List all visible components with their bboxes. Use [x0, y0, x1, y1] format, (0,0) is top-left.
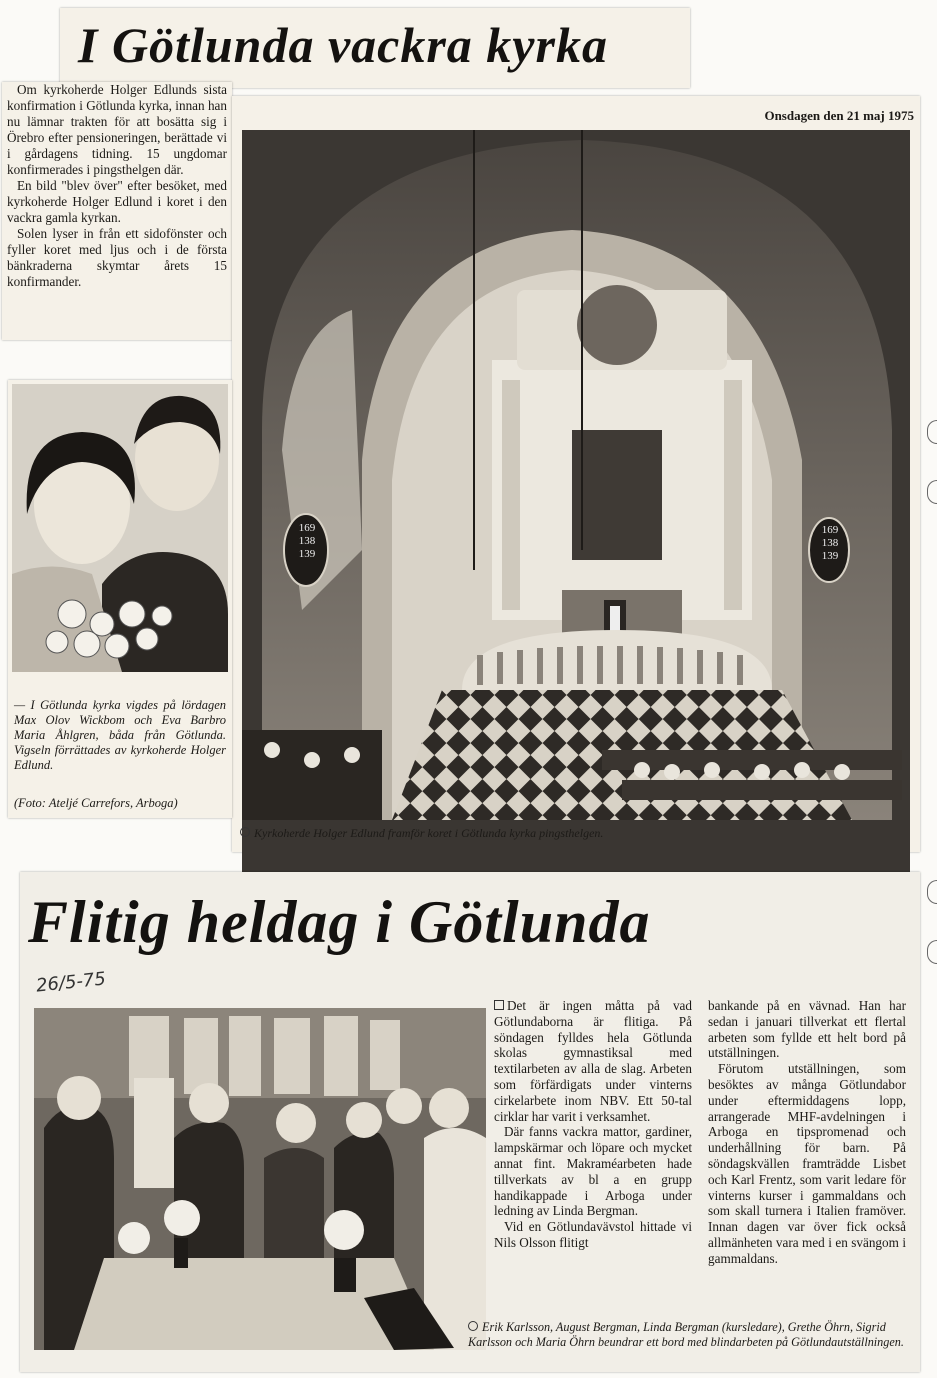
- headline-clipping: [60, 8, 690, 88]
- circle-bullet-icon: [468, 1321, 478, 1331]
- article2-paragraph: Där fanns vackra mattor, gardiner, lampskärmar och löpare och mycket annat fint. Makraméarbeten hade tillverkats av bl a en grupp handikappade i Arboga under ledning av Linda Bergman.: [494, 1124, 692, 1219]
- article2-headline: Flitig heldag i Götlunda: [28, 889, 651, 955]
- square-bullet-icon: [494, 1000, 504, 1010]
- intro-paragraph: En bild "blev över" efter besöket, med kyrkoherde Holger Edlund i koret i den vackra gamla kyrkan.: [7, 178, 227, 225]
- exhibition-caption: [468, 1320, 914, 1350]
- exhibition-caption-text: Erik Karlsson, August Bergman, Linda Bergman (kursledare), Grethe Öhrn, Sigrid Karlsson och Maria Öhrn beundrar ett bord med blindarbeten på Götlundautställningen.: [468, 1320, 904, 1349]
- photo-credit: (Foto: Ateljé Carrefors, Arboga): [14, 796, 178, 810]
- intro-text: [7, 82, 227, 290]
- hymn-board-left: 169 138 139: [298, 522, 316, 560]
- wedding-clipping: [8, 380, 232, 818]
- article2-column2: [708, 998, 906, 1267]
- publication-date: Onsdagen den 21 maj 1975: [764, 108, 914, 123]
- wedding-caption: [14, 698, 226, 773]
- intro-paragraph: Om kyrkoherde Holger Edlunds sista konfirmation i Götlunda kyrka, innan han nu lämnar trakten för att bosätta sig i Örebro efter pensioneringen, berättade vi i gårdagens tidning. 15 ungdomar konfirmerades i pingsthelgen där.: [7, 82, 227, 177]
- article2-paragraph: Förutom utställningen, som besöktes av många Götlundabor under eftermiddagens lopp, arrangerade MHF-avdelningen i Arboga en tipspromenad och underhållning för barn. På söndagskvällen framträdde Lisbet och Karl Frentz, som varit ledare för vinterns kurser i gammaldans och som skall turnera i Italien framöver. Innan dagen var över fick också allmänheten vara med i en svängom i gammaldans.: [708, 1061, 906, 1266]
- article2-paragraph: Det är ingen måtta på vad Götlundaborna är flitiga. På söndagen fylldes hela Götlunda skolas gymnastiksal med textilarbeten av alla de slag. Arbeten som förfärdigats under vinterns cirkelarbete inom NBV. Ett 50-tal cirklar har varit i verksamhet.: [494, 998, 692, 1124]
- article2-column1: [494, 998, 692, 1251]
- wedding-photo: [12, 384, 228, 672]
- binder-mark: [927, 880, 937, 904]
- wedding-illustration: [12, 384, 228, 672]
- wedding-caption-text: — I Götlunda kyrka vigdes på lördagen Max Olov Wickbom och Eva Barbro Maria Åhlgren, båda från Götlunda. Vigseln förrättades av kyrkoherde Holger Edlund.: [14, 698, 226, 772]
- binder-mark: [927, 480, 937, 504]
- church-caption-row: [240, 826, 900, 841]
- binder-mark: [927, 940, 937, 964]
- exhibition-illustration: [34, 1008, 486, 1350]
- binder-mark: [927, 420, 937, 444]
- exhibition-photo: [34, 1008, 486, 1350]
- church-photo: [242, 130, 910, 820]
- article2-paragraph: Vid en Götlundavävstol hittade vi Nils Olsson flitigt: [494, 1219, 692, 1250]
- intro-paragraph: Solen lyser in från ett sidofönster och fyller koret med ljus och i de första bänkraderna skymtar årets 15 konfirmander.: [7, 226, 227, 289]
- handwritten-date: 26/5-75: [35, 968, 107, 997]
- article2-paragraph: bankande på en vävnad. Han har sedan i januari tillverkat ett flertal arbeten som fyllde ett helt bord på utställningen.: [708, 998, 906, 1061]
- church-illustration: [242, 130, 910, 820]
- circle-bullet-icon: [240, 827, 250, 837]
- church-caption: Kyrkoherde Holger Edlund framför koret i Götlunda kyrka pingsthelgen.: [254, 826, 604, 840]
- hymn-board-right: 169 138 139: [821, 524, 839, 562]
- article2-clipping: [20, 872, 920, 1372]
- article1-headline: I Götlunda vackra kyrka: [78, 17, 608, 73]
- intro-text-clipping: [2, 82, 232, 340]
